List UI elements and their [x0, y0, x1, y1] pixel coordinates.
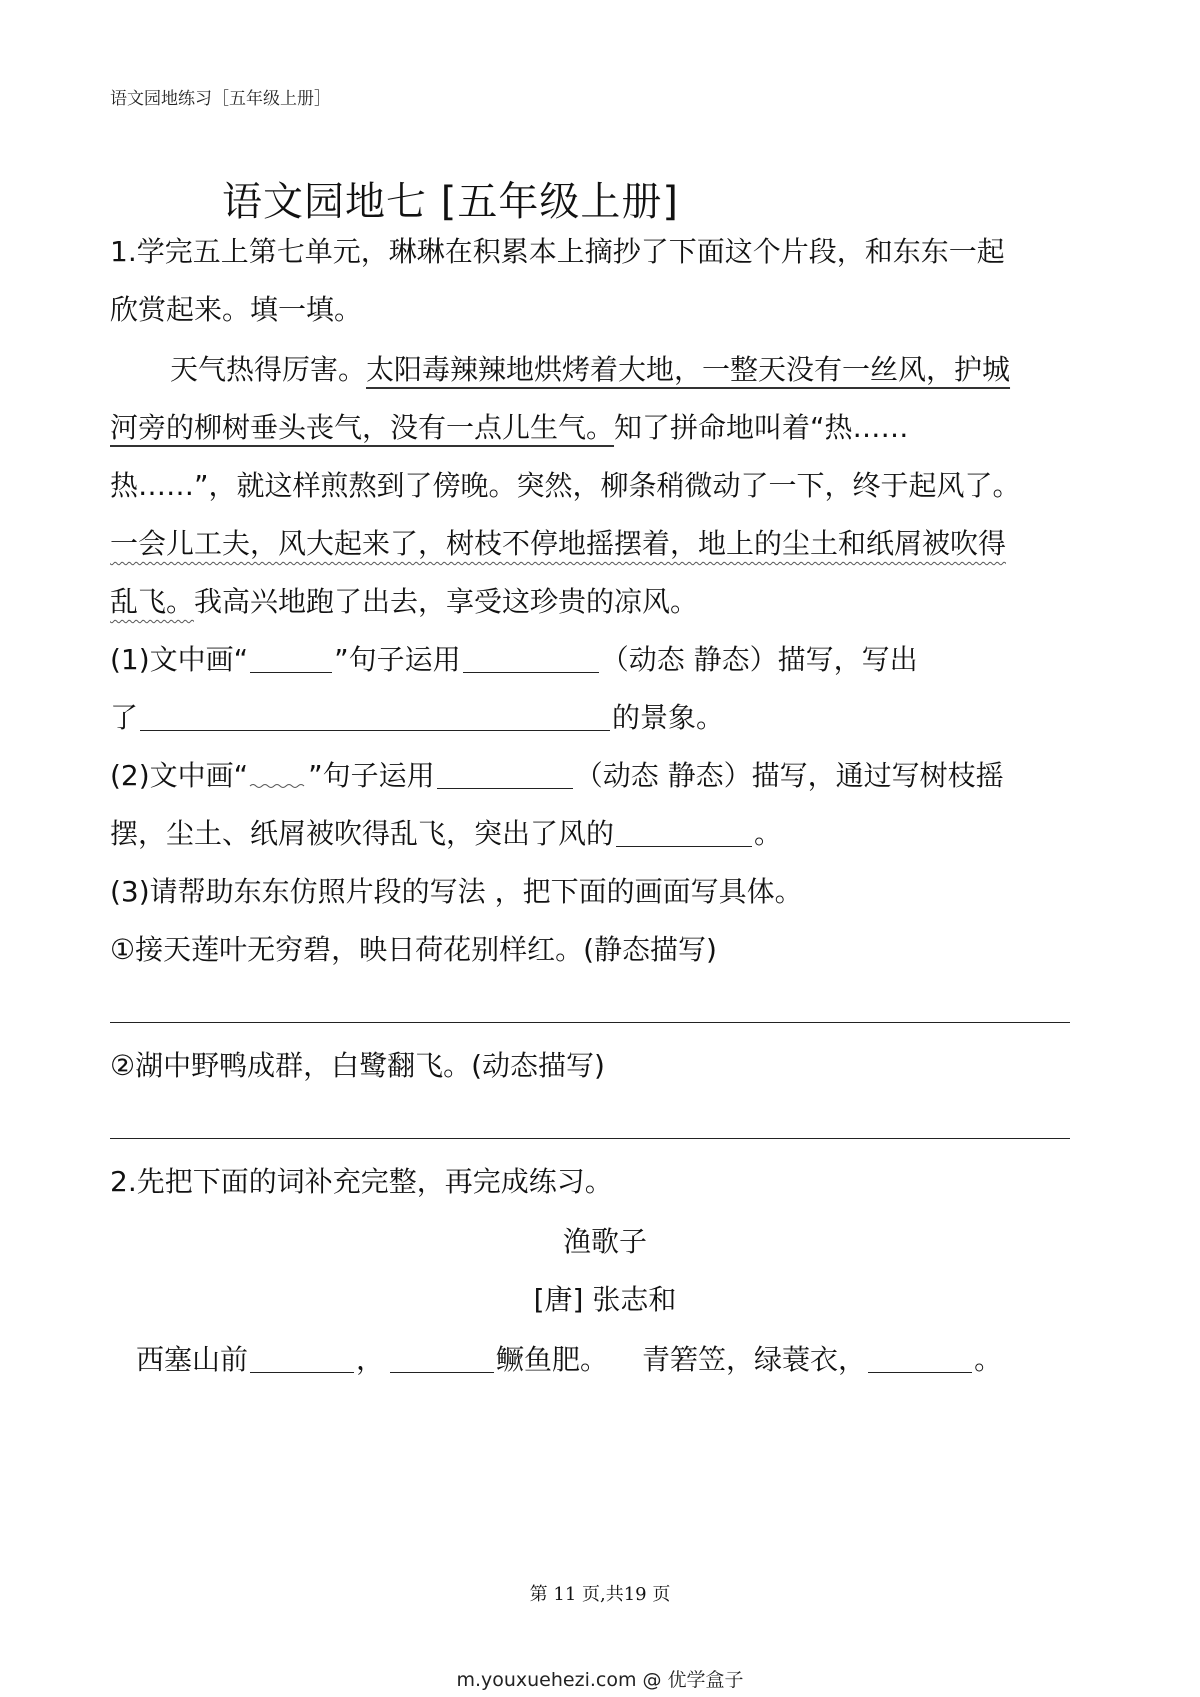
wavy-underlined-sentence: 一会儿工夫，风大起来了，树枝不停地摇摆着，地上的尘土和纸屑被吹得: [110, 527, 1007, 560]
passage-text: 知了拼命地叫着“热……: [614, 411, 909, 444]
sub-question-text: 了: [110, 701, 139, 734]
straight-underlined-sentence: 河旁的柳树垂头丧气，没有一点儿生气。: [110, 411, 615, 444]
passage-line5: [110, 582, 1100, 622]
sub-question-3-item2: ②湖中野鸭成群，白鹭翻飞。(动态描写): [110, 1049, 605, 1082]
passage-line1: [110, 350, 1160, 390]
q2-intro: 2.先把下面的词补充完整，再完成练习。: [110, 1165, 613, 1198]
straight-line-symbol: [250, 644, 332, 673]
sub-question-text: （动态 静态）描写，通过写树枝摇: [574, 759, 1004, 792]
sub-question-text: ”句子运用: [308, 759, 435, 792]
sub-question-1: [110, 640, 1100, 680]
sub-question-text: 。: [754, 817, 783, 850]
page-title: 语文园地七 [五年级上册]: [222, 179, 679, 225]
passage-line4: [110, 524, 1100, 564]
sub-question-text: （动态 静态）描写，写出: [600, 643, 918, 676]
straight-underlined-sentence: 太阳毒辣辣地烘烤着大地，一整天没有一丝风，护城: [366, 353, 1011, 386]
sub-question-text: 摆，尘土、纸屑被吹得乱飞，突出了风的: [110, 817, 615, 850]
poem-line: [110, 1340, 1126, 1380]
sub-question-text: (2)文中画“: [110, 759, 249, 792]
wavy-line-symbol: [248, 760, 308, 786]
page-header: 语文园地练习［五年级上册］: [110, 89, 331, 109]
poem-author: [唐] 张志和: [533, 1283, 677, 1316]
passage-text: 我高兴地跑了出去，享受这珍贵的凉风。: [194, 585, 699, 618]
poem-text: 西塞山前: [136, 1343, 249, 1376]
answer-blank[interactable]: [250, 1344, 354, 1373]
poem-text: 。: [974, 1343, 1003, 1376]
sub-question-2-line2: [110, 814, 1100, 854]
answer-blank[interactable]: [390, 1344, 494, 1373]
sub-question-3-item1: ①接天莲叶无穷碧，映日荷花别样红。(静态描写): [110, 933, 717, 966]
poem-text: 鳜鱼肥。: [496, 1343, 609, 1376]
poem-title: 渔歌子: [562, 1225, 647, 1258]
sub-question-2: [110, 756, 1100, 796]
writing-line[interactable]: [110, 1138, 1070, 1139]
sub-question-3: (3)请帮助东东仿照片段的写法 ，把下面的画面写具体。: [110, 875, 803, 908]
poem-text: ，: [356, 1343, 385, 1376]
passage-line3: 热……”，就这样煎熬到了傍晚。突然，柳条稍微动了一下，终于起风了。: [110, 469, 1021, 502]
q1-intro-line1: 1.学完五上第七单元，琳琳在积累本上摘抄了下面这个片段，和东东一起: [110, 235, 1005, 268]
poem-text: 青箬笠，绿蓑衣，: [642, 1343, 867, 1376]
sub-question-text: 的景象。: [612, 701, 725, 734]
passage-line2: [110, 408, 1100, 448]
q1-intro-line2: 欣赏起来。填一填。: [110, 293, 363, 326]
sub-question-text: (1)文中画“: [110, 643, 249, 676]
answer-blank[interactable]: [463, 644, 599, 673]
writing-line[interactable]: [110, 1022, 1070, 1023]
answer-blank[interactable]: [868, 1344, 972, 1373]
wavy-underlined-sentence: 乱飞。: [110, 585, 195, 618]
sub-question-text: ”句子运用: [334, 643, 461, 676]
answer-blank[interactable]: [140, 702, 610, 731]
passage-text: 天气热得厉害。: [170, 353, 367, 386]
answer-blank[interactable]: [437, 760, 573, 789]
answer-blank[interactable]: [616, 818, 752, 847]
page-number: 第 11 页,共19 页: [529, 1584, 671, 1605]
site-watermark: m.youxuehezi.com @ 优学盒子: [456, 1669, 744, 1691]
sub-question-1-line2: [110, 698, 1100, 738]
